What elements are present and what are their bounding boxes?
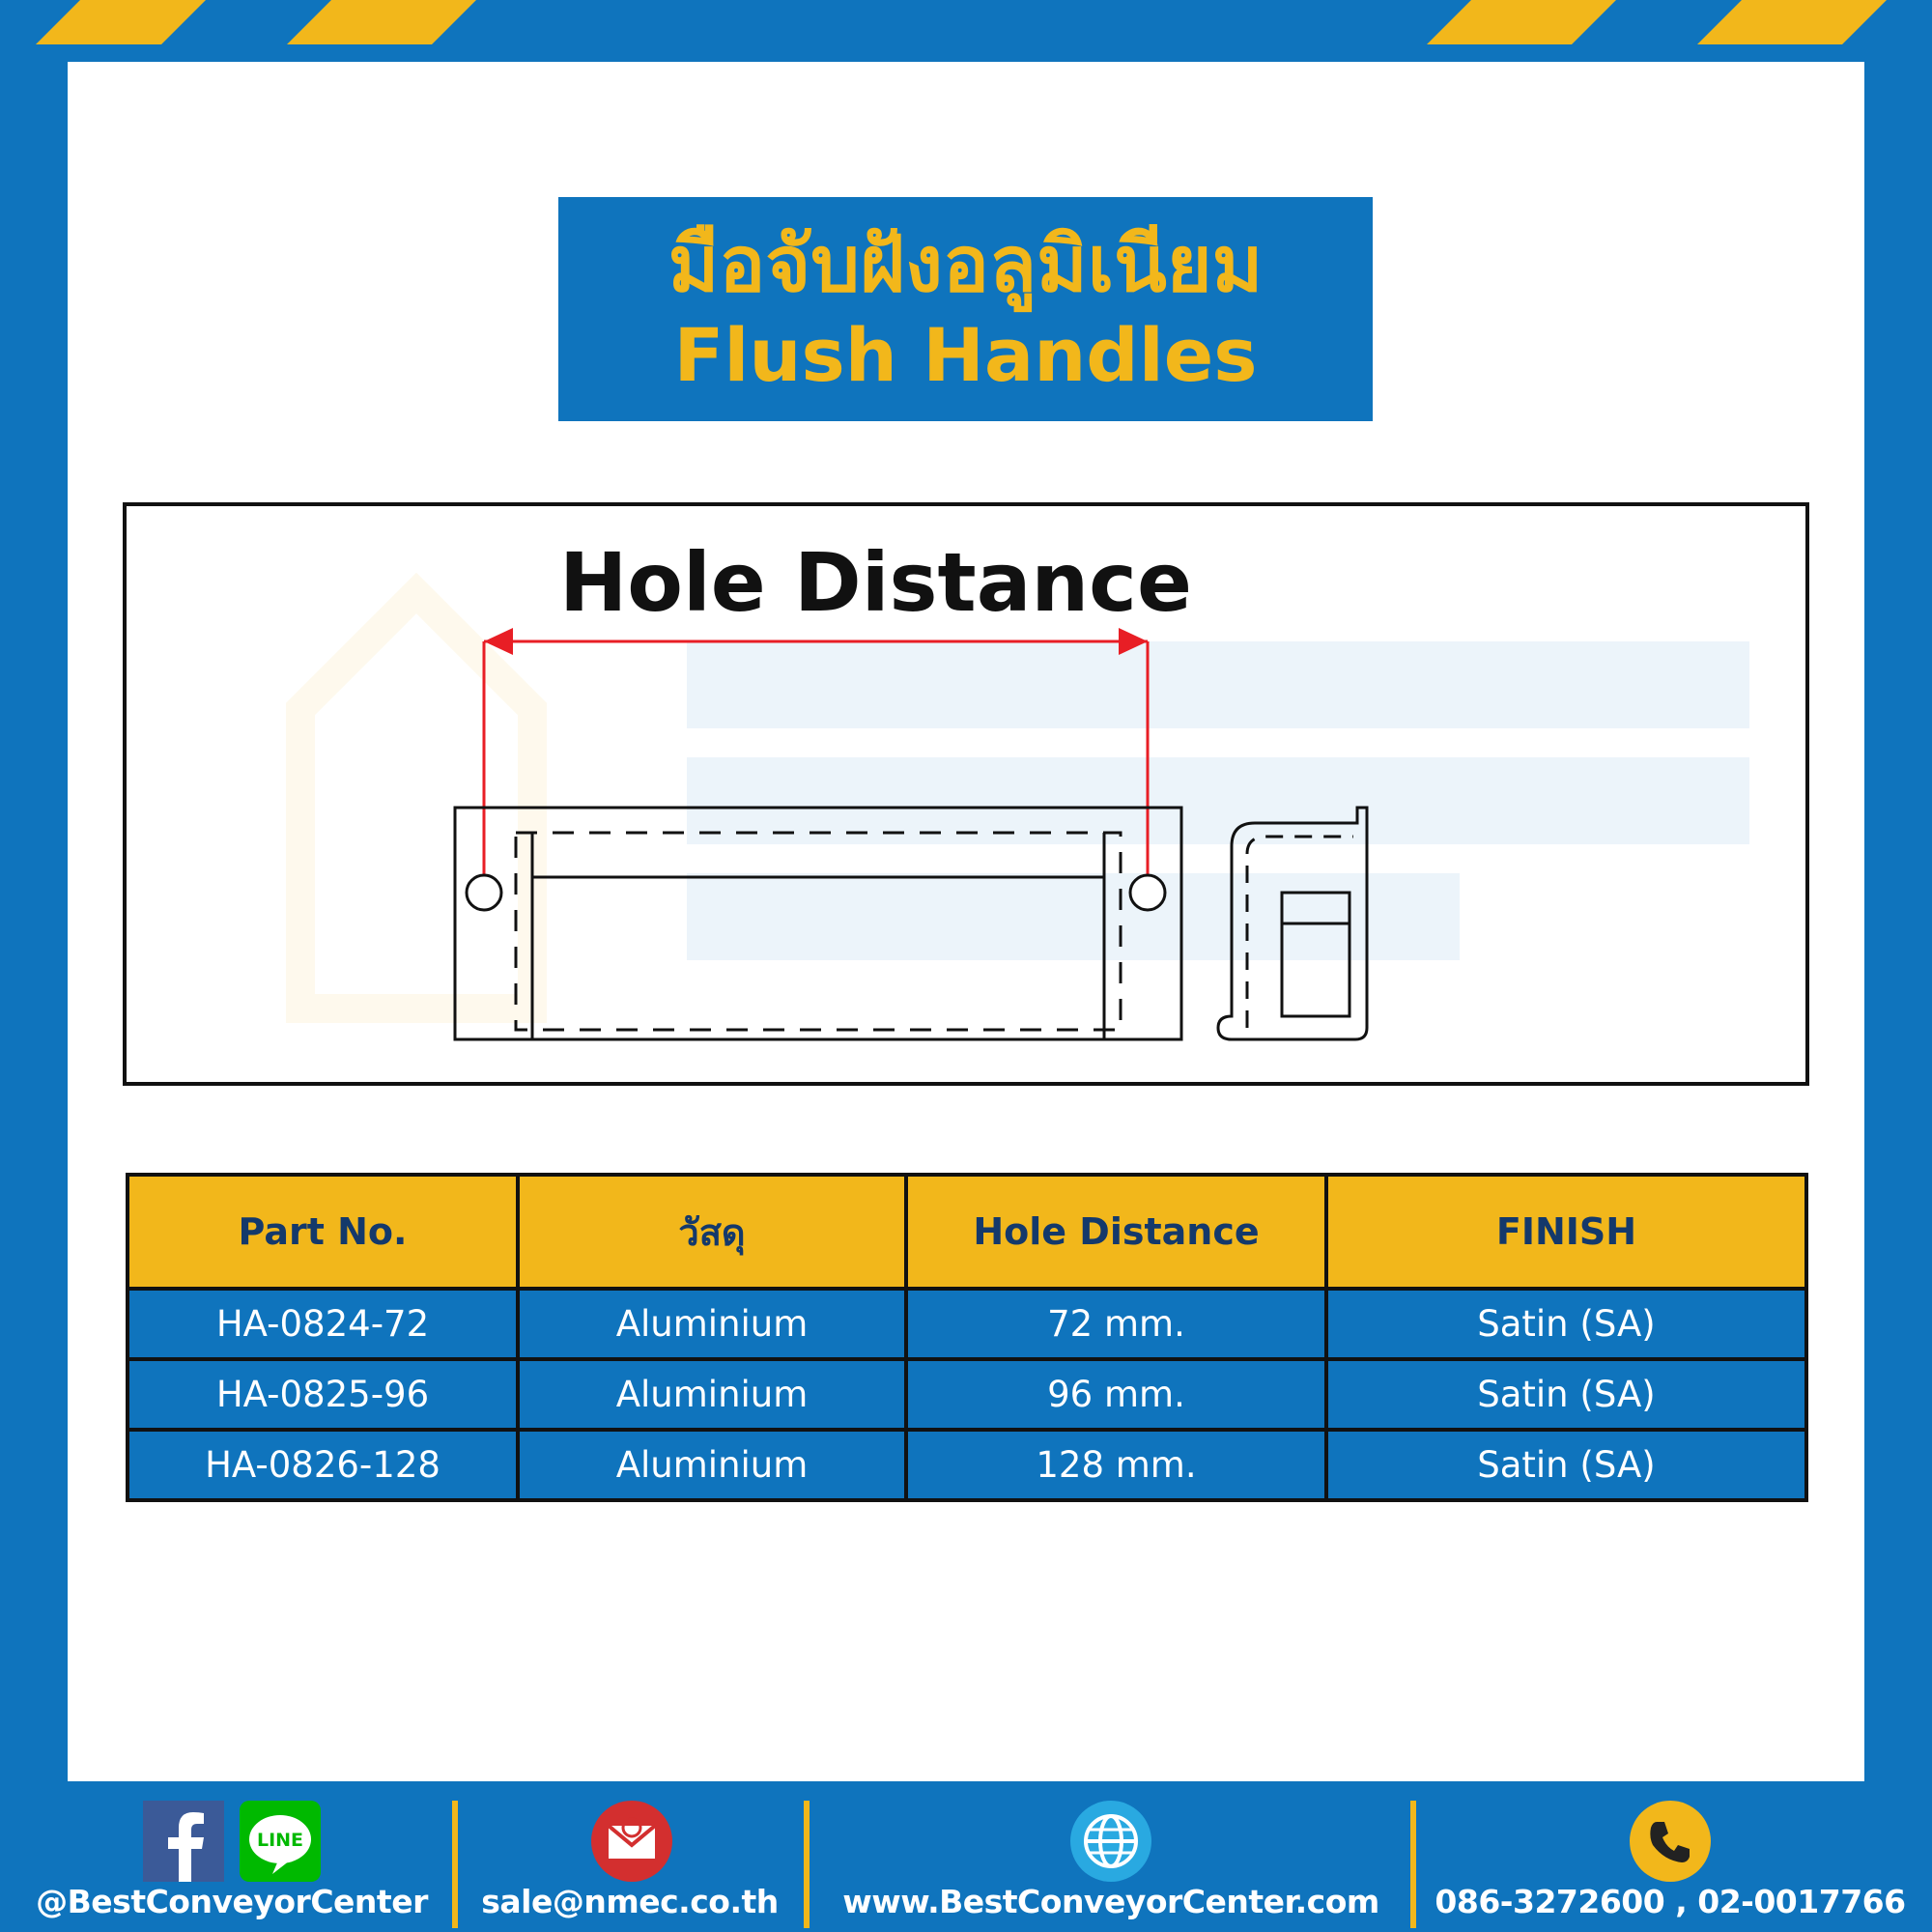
table-row <box>128 1289 1806 1359</box>
top-stripe <box>1697 0 1887 44</box>
top-stripe <box>36 0 206 44</box>
cell-part-no: HA-0825-96 <box>128 1359 518 1430</box>
social-contact[interactable] <box>19 1785 444 1932</box>
email-address[interactable]: sale@nmec.co.th <box>481 1883 779 1920</box>
top-stripe <box>287 0 476 44</box>
title-banner <box>558 197 1373 421</box>
table-header-row <box>128 1175 1806 1289</box>
table-row <box>128 1430 1806 1500</box>
email-icon[interactable] <box>591 1801 672 1882</box>
hole-distance-label: Hole Distance <box>559 535 1192 630</box>
social-handle[interactable]: @BestConveyorCenter <box>36 1883 428 1920</box>
phone-icon[interactable] <box>1630 1801 1711 1882</box>
cell-finish: Satin (SA) <box>1326 1430 1806 1500</box>
cell-finish: Satin (SA) <box>1326 1359 1806 1430</box>
cell-material: Aluminium <box>518 1289 906 1359</box>
cell-part-no: HA-0826-128 <box>128 1430 518 1500</box>
cell-finish: Satin (SA) <box>1326 1289 1806 1359</box>
facebook-icon[interactable] <box>143 1801 224 1882</box>
website-contact[interactable] <box>817 1785 1405 1932</box>
email-contact[interactable] <box>464 1785 796 1932</box>
cell-material: Aluminium <box>518 1430 906 1500</box>
globe-icon[interactable] <box>1070 1801 1151 1882</box>
spec-table <box>126 1173 1808 1502</box>
footer-divider <box>452 1801 458 1928</box>
top-stripe <box>1427 0 1616 44</box>
title-english: Flush Handles <box>673 312 1258 398</box>
header-hole-distance: Hole Distance <box>906 1175 1326 1289</box>
phone-numbers[interactable]: 086-3272600 , 02-0017766 <box>1435 1883 1906 1920</box>
line-icon[interactable] <box>240 1801 321 1882</box>
contact-footer <box>0 1785 1932 1932</box>
title-thai: มือจับฝังอลูมิเนียม <box>668 219 1264 309</box>
header-finish: FINISH <box>1326 1175 1806 1289</box>
cell-material: Aluminium <box>518 1359 906 1430</box>
table-row <box>128 1359 1806 1430</box>
line-icon-text: LINE <box>256 1830 304 1851</box>
footer-divider <box>1410 1801 1416 1928</box>
website-url[interactable]: www.BestConveyorCenter.com <box>842 1883 1379 1920</box>
header-material: วัสดุ <box>518 1175 906 1289</box>
handle-diagram <box>123 502 1809 1086</box>
cell-hole-distance: 128 mm. <box>906 1430 1326 1500</box>
footer-divider <box>804 1801 810 1928</box>
cell-part-no: HA-0824-72 <box>128 1289 518 1359</box>
watermark-logo <box>300 593 1749 1009</box>
cell-hole-distance: 96 mm. <box>906 1359 1326 1430</box>
phone-contact[interactable] <box>1424 1785 1917 1932</box>
header-part-no: Part No. <box>128 1175 518 1289</box>
cell-hole-distance: 72 mm. <box>906 1289 1326 1359</box>
